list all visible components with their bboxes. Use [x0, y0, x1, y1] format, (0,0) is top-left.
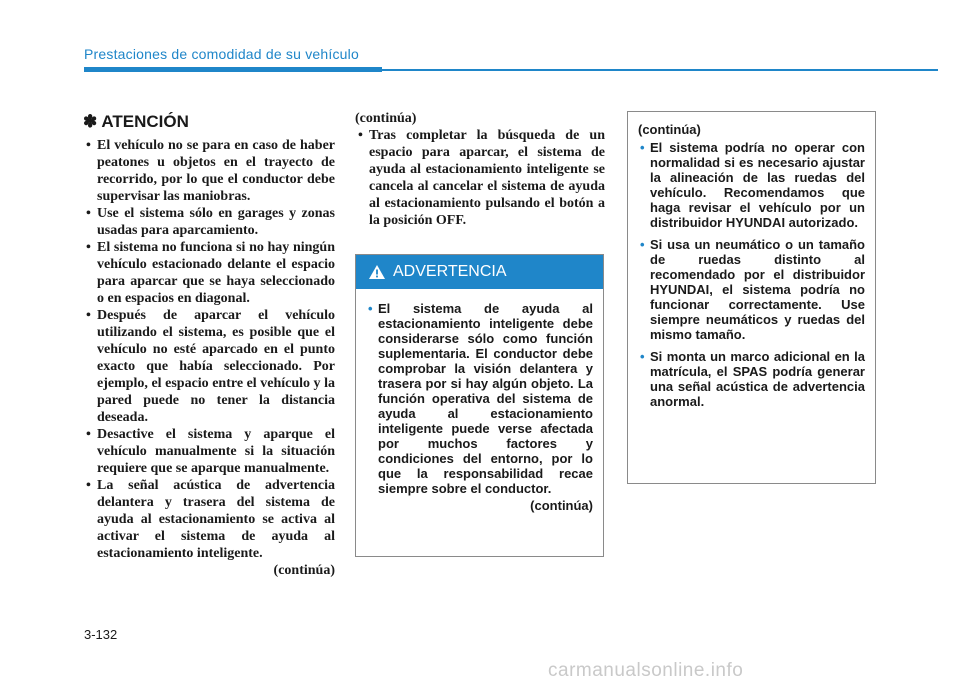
atencion-item-text: Después de aparcar el vehículo utilizando el sistema, es posible que el vehículo no esté aparcado en el punto exacto que había seleccionado. Por ejemplo, el espacio entre el vehículo y la pared puede no tener la distancia deseada.	[97, 308, 335, 425]
column-two-item-text: Tras completar la búsqueda de un espacio para aparcar, el sistema de ayuda al estacionamiento inteligente se cancela al cancelar el sistema de ayuda al estacionamiento pulsando el botón a la posición OFF.	[369, 128, 605, 228]
bullet-icon: •	[86, 138, 91, 153]
bullet-icon: •	[640, 349, 645, 364]
atencion-title: ✽ ATENCIÓN	[83, 112, 189, 131]
advertencia-title: ADVERTENCIA	[393, 263, 507, 280]
column-two-continued: (continúa)	[355, 111, 417, 126]
atencion-item	[83, 205, 335, 239]
atencion-item	[83, 307, 335, 426]
header-rule-thick	[84, 67, 382, 72]
atencion-item	[83, 426, 335, 477]
column-two-item	[355, 127, 605, 229]
atencion-column	[83, 112, 335, 579]
page-number: 3-132	[84, 627, 118, 642]
atencion-item-text: El sistema no funciona si no hay ningún vehículo estacionado delante el espacio para aparcar que se haya seleccionado o en espacios en diagonal.	[97, 240, 335, 306]
atencion-continues: (continúa)	[273, 563, 335, 578]
bullet-icon: •	[86, 240, 91, 255]
column-three-item	[638, 349, 865, 409]
advertencia-item	[366, 301, 593, 496]
column-three-item-text: El sistema podría no operar con normalidad si es necesario ajustar la alineación de las ruedas del vehículo. Recomendamos que haga revisar el vehículo por un distribuidor HYUNDAI autorizado.	[650, 140, 865, 230]
header-rule-thin	[382, 69, 938, 71]
atencion-item	[83, 477, 335, 562]
column-three-item-text: Si monta un marco adicional en la matrícula, el SPAS podría generar una señal acústica de advertencia anormal.	[650, 349, 865, 409]
column-three-item	[638, 237, 865, 342]
section-header-title: Prestaciones de comodidad de su vehículo	[84, 46, 359, 62]
column-three-continued: (continúa)	[638, 122, 701, 137]
bullet-icon: •	[86, 478, 91, 493]
watermark: carmanualsonline.info	[548, 660, 744, 681]
bullet-icon: •	[86, 308, 91, 323]
atencion-list	[83, 137, 335, 562]
bullet-icon: •	[86, 427, 91, 442]
atencion-item-text: La señal acústica de advertencia delantera y trasera del sistema de ayuda al estacionamiento se activa al activar el sistema de ayuda al estacionamiento inteligente.	[97, 478, 335, 561]
advertencia-body	[356, 289, 603, 513]
atencion-item	[83, 137, 335, 205]
bullet-icon: •	[86, 206, 91, 221]
bullet-icon: •	[640, 140, 645, 155]
advertencia-item-text: El sistema de ayuda al estacionamiento inteligente debe considerarse sólo como función suplementaria. El conductor debe comprobar la visión delantera y trasera por si hay algún objeto. La función operativa del sistema de ayuda al estacionamiento inteligente puede verse afectada por muchos factores y condiciones del entorno, por lo que la responsabilidad recae siempre sobre el conductor.	[378, 301, 593, 496]
atencion-item-text: El vehículo no se para en caso de haber peatones u objetos en el trayecto de recorrido, por lo que el conductor debe supervisar las maniobras.	[97, 138, 335, 204]
column-three-list	[638, 140, 865, 409]
bullet-icon: •	[358, 128, 363, 143]
advertencia-list	[366, 301, 593, 496]
continued-warning-box	[627, 111, 876, 484]
advertencia-header	[356, 255, 603, 289]
warning-triangle-icon	[368, 264, 386, 280]
advertencia-continues: (continúa)	[530, 498, 593, 513]
advertencia-box	[355, 254, 604, 557]
atencion-item	[83, 239, 335, 307]
column-three-item	[638, 140, 865, 230]
column-three-item-text: Si usa un neumático o un tamaño de ruedas distinto al recomendado por el distribuidor HYUNDAI, el sistema podría no funcionar correctamente. Use siempre neumáticos y ruedas del mismo tamaño.	[650, 237, 865, 342]
bullet-icon: •	[640, 237, 645, 252]
column-two	[355, 110, 605, 229]
atencion-item-text: Desactive el sistema y aparque el vehículo manualmente si la situación requiere que se aparque manualmente.	[97, 427, 335, 476]
atencion-item-text: Use el sistema sólo en garages y zonas usadas para aparcamiento.	[97, 206, 335, 238]
column-two-list	[355, 127, 605, 229]
bullet-icon: •	[368, 301, 373, 316]
